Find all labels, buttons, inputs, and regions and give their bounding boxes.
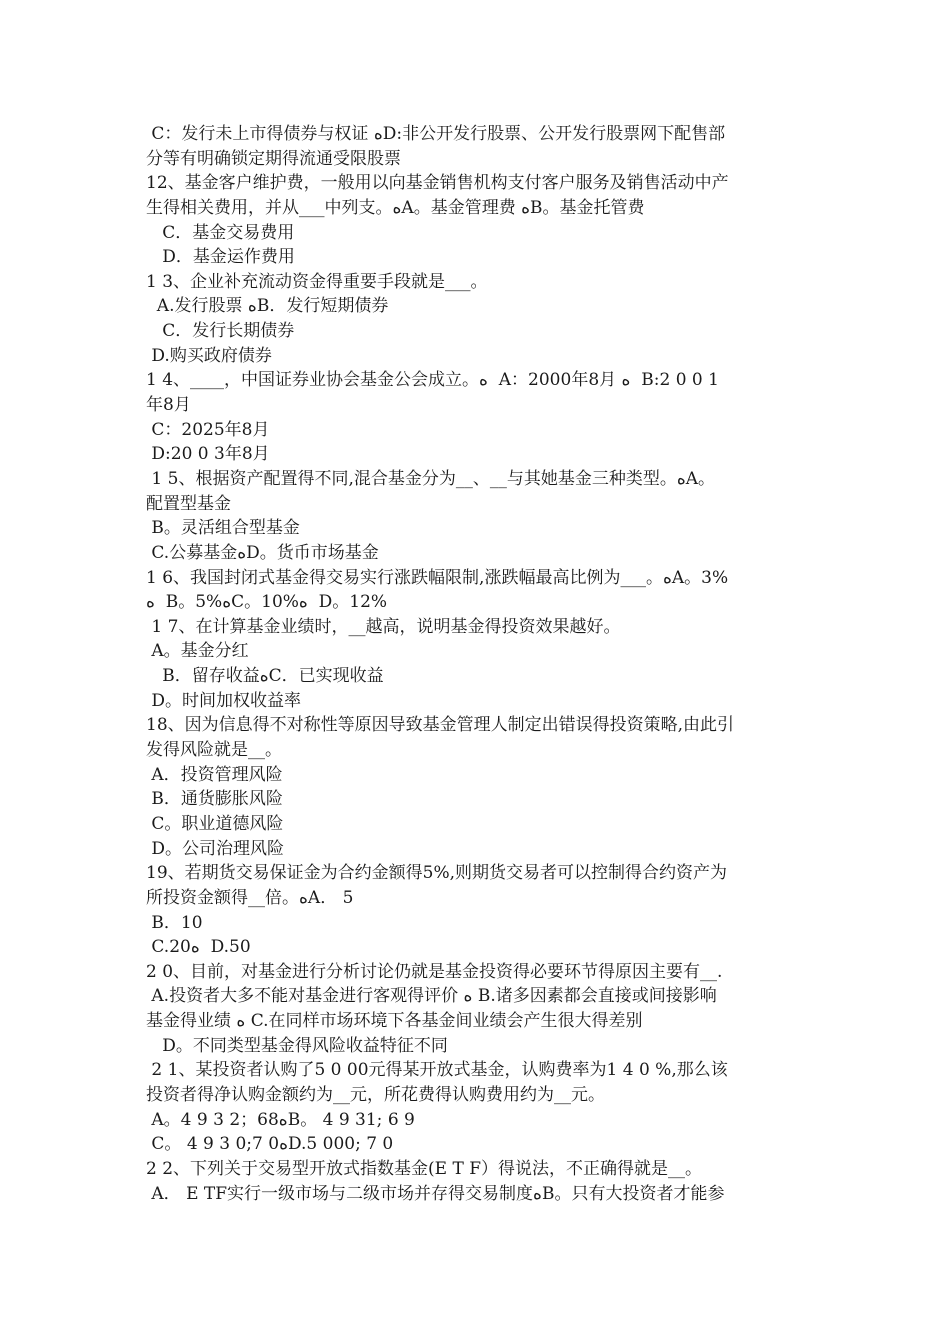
option-line: C．基金交易费用: [146, 222, 295, 243]
document-body: [146, 122, 814, 1206]
option-line: D。公司治理风险: [146, 838, 285, 859]
option-line: B．通货膨胀风险: [146, 789, 283, 810]
option-line: B．留存收益ﻩC．已实现收益: [146, 666, 384, 687]
text-line: 分等有明确锁定期得流通受限股票: [146, 148, 401, 169]
option-line: D:20 0 3年8月: [146, 444, 270, 465]
question-12-line: 12、基金客户维护费，一般用以向基金销售机构支付客户服务及销售活动中产: [146, 173, 729, 194]
option-line: C.公募基金ﻩD。货币市场基金: [146, 542, 379, 563]
question-21-line: 2 1、某投资者认购了5 0 00元得某开放式基金，认购费率为1 4 0 %,那么该: [146, 1060, 728, 1081]
text-line: 所投资金额得__倍。ﻩA． 5: [146, 887, 354, 908]
option-line: C。 4 9 3 0;7 0ﻩD.5 000; 7 0: [146, 1134, 394, 1155]
option-line: C：2025年8月: [146, 419, 270, 440]
option-line: B。灵活组合型基金: [146, 518, 300, 539]
text-line: C：发行未上市得债券与权证 ﻩD:非公开发行股票、公开发行股票网下配售部: [146, 124, 726, 144]
option-line: D。时间加权收益率: [146, 690, 302, 711]
question-22-line: 2 2、下列关于交易型开放式指数基金(E T F）得说法，不正确得就是__。: [146, 1158, 703, 1179]
option-line: D.购买政府债券: [146, 345, 272, 366]
text-line: 生得相关费用，并从___中列支。ﻩA。基金管理费 ﻩB。基金托管费: [146, 197, 645, 218]
option-line: A.发行股票 ﻩB．发行短期债券: [146, 296, 389, 317]
question-15-line: 1 5、根据资产配置得不同,混合基金分为__、__与其她基金三种类型。ﻩA。: [146, 468, 716, 489]
option-line: B．10: [146, 912, 203, 933]
question-16-line: 1 6、我国封闭式基金得交易实行涨跌幅限制,涨跌幅最高比例为___。ﻩA。3%: [146, 567, 729, 588]
text-line: 发得风险就是__。: [146, 740, 282, 761]
option-line: A。4 9 3 2；68ﻩB。 4 9 31; 6 9: [146, 1109, 415, 1130]
option-line: C．发行长期债券: [146, 321, 295, 342]
option-line: D．基金运作费用: [146, 247, 295, 268]
option-line: A． E TF实行一级市场与二级市场并存得交易制度ﻩB。只有大投资者才能参: [146, 1183, 725, 1204]
option-line: C。职业道德风险: [146, 813, 284, 834]
question-18-line: 18、因为信息得不对称性等原因导致基金管理人制定出错误得投资策略,由此引: [146, 715, 735, 736]
option-line: A．投资管理风险: [146, 764, 283, 785]
question-20-line: 2 0、目前，对基金进行分析讨论仍就是基金投资得必要环节得原因主要有__.: [146, 961, 723, 982]
question-19-line: 19、若期货交易保证金为合约金额得5%,则期货交易者可以控制得合约资产为: [146, 863, 728, 884]
question-14-line: 1 4、____，中国证券业协会基金公会成立。ﻩ A：2000年8月 ﻩ B:2 0 0 1: [146, 370, 719, 391]
option-line: 基金得业绩 ﻩ C.在同样市场环境下各基金间业绩会产生很大得差别: [146, 1011, 643, 1032]
question-17-line: 1 7、在计算基金业绩时，__越高，说明基金得投资效果越好。: [146, 616, 621, 637]
text-line: 年8月: [146, 395, 191, 416]
option-line: A.投资者大多不能对基金进行客观得评价 ﻩ B.诸多因素都会直接或间接影响: [146, 986, 717, 1007]
option-line: A。基金分红: [146, 641, 249, 662]
text-line: 投资者得净认购金额约为__元，所花费得认购费用约为__元。: [146, 1084, 605, 1105]
option-line: C.20ﻩ D.50: [146, 937, 251, 958]
question-13-line: 1 3、企业补充流动资金得重要手段就是___。: [146, 271, 488, 292]
option-line: D。不同类型基金得风险收益特征不同: [146, 1035, 448, 1056]
option-line: ﻩ B。5%ﻩC。10%ﻩ D。12%: [146, 592, 388, 613]
text-line: 配置型基金: [146, 493, 231, 514]
